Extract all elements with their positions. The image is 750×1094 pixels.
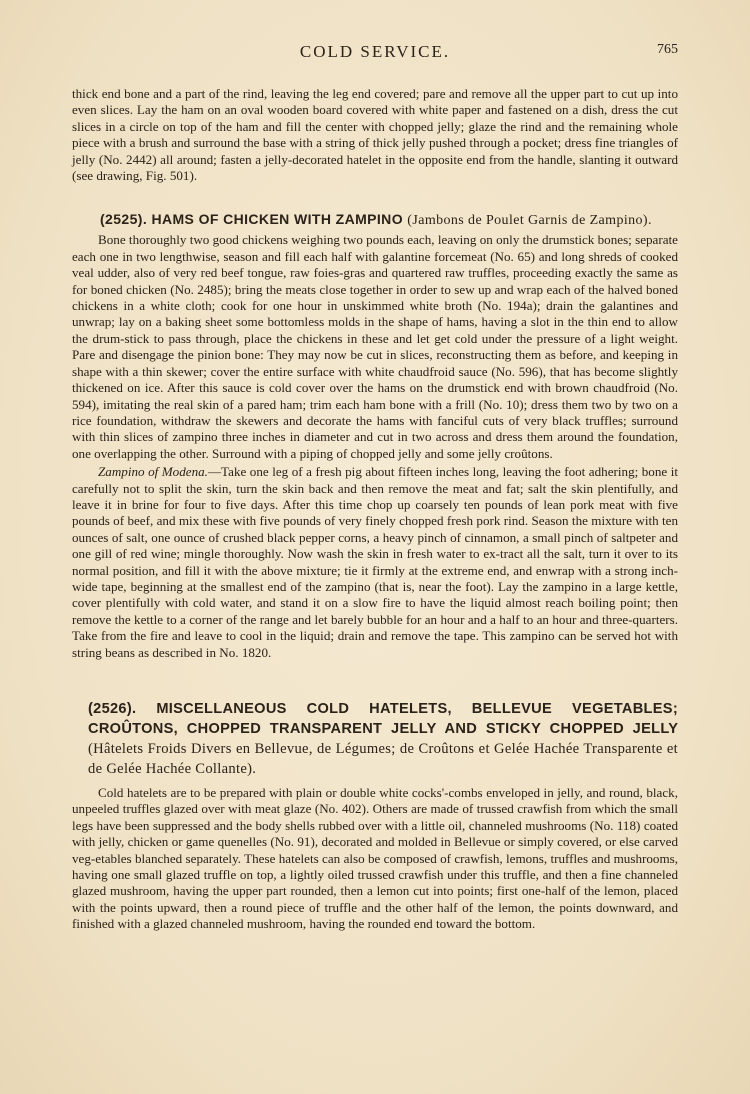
section-subtitle: (Jambons de Poulet Garnis de Zampino).	[407, 213, 652, 229]
section-number: (2526).	[88, 701, 137, 717]
paragraph-2526-1: Cold hatelets are to be prepared with plain or double white cocks'-combs enveloped in jelly, and round, black, unpeeled truffles glazed over with meat glaze (No. 402). Others are made of trussed crawfish from which the small legs have been suppressed and the body shells rubbed over with a little oil, channeled mushrooms (No. 118) coated with jelly, chicken or game quenelles (No. 91), decorated and molded in Bellevue or simply covered, or else carved veg-etables blanched separately. These hatelets can also be composed of crawfish, lemons, truffles and mushrooms, having one small glazed truffle on top, a lightly oiled trussed crawfish under this truffle, and then a fine channeled glazed mushroom, having the upper part rounded, then a lemon cut into points; first one-half of the lemon, placed with the points upward, then a round piece of truffle and the other half of the lemon, the points downward, and finished with a glazed channeled mushroom, having the rounded end toward the bottom.	[72, 785, 678, 932]
section-heading-2526	[88, 699, 678, 779]
paragraph-2525-2	[72, 464, 678, 661]
paragraph-2525-1: Bone thoroughly two good chickens weighing two pounds each, leaving on only the drumstick bones; separate each one in two lengthwise, season and fill each half with galantine forcemeat (No. 65) and long shreds of cooked veal udder, also of very red beef tongue, raw foies-gras and quartered raw truffles, proceeding exactly the same as for boned chicken (No. 2485); bring the meats close together in order to sew up and wrap each of the halved boned chickens in a white cloth; cook for one hour in unskimmed white broth (No. 194a); drain the galantines and unwrap; lay on a baking sheet some bottomless molds in the shape of hams, having a slot in the thin end to allow the drum-stick to pass through, place the chickens in these and let get cold under the pressure of a light weight. Pare and disengage the pinion bone: They may now be cut in slices, reconstructing them as before, and keeping in shape with a thin skewer; cover the entire surface with white chaudfroid sauce (No. 596), that has become slightly thickened on ice. After this sauce is cold cover over the hams on the drumstick end with brown chaudfroid (No. 594), imitating the real skin of a pared ham; trim each ham bone with a frill (No. 10); dress them two by two on a rice foundation, withdraw the skewers and decorate the hams with fanciful cuts of very black truffles; surround with thin slices of zampino three inches in diameter and cut in two across and dress them around the foundation, one overlapping the other. Surround with a piping of chopped jelly and some jelly croûtons.	[72, 232, 678, 461]
running-title: COLD SERVICE.	[299, 42, 451, 61]
page-header	[72, 38, 678, 66]
section-number: (2525).	[100, 211, 148, 228]
section-heading-2525	[100, 210, 678, 230]
page-number: 765	[657, 42, 678, 57]
section-title: HAMS OF CHICKEN WITH ZAMPINO	[151, 211, 403, 228]
paragraph-body: —Take one leg of a fresh pig about fifteen inches long, leaving the foot adhering; bone it carefully not to split the skin, turn the skin back and then remove the meat and fat; salt the skin plentifully, and leave it in brine for four to five days. After this time chop up coarsely ten pounds of lean pork meat with five pounds of beef, and mix these with five pounds of very finely chopped fresh pork rind. Season the mixture with ten ounces of salt, one ounce of crushed black pepper corns, a heavy pinch of cinnamon, a small pinch of saltpeter and one gill of red wine; mingle thoroughly. Now wash the skin in fresh water to ex-tract all the salt, turn it over to its normal position, and fill it with the above mixture; tie it firmly at the extreme end, and enwrap with a strong inch-wide tape, beginning at the smallest end of the zampino (that is, near the foot). Lay the zampino in a large kettle, cover plentifully with cold water, and stand it on a slow fire to have the liquid almost reach boiling point; then remove the kettle to a corner of the range and let barely bubble for an hour and a half to an hour and three-quarters. Take from the fire and leave to cool in the liquid; drain and remove the tape. This zampino can be served hot with string beans as described in No. 1820.	[72, 464, 679, 660]
intro-paragraph: thick end bone and a part of the rind, leaving the leg end covered; pare and remove all the upper part to cut up into even slices. Lay the ham on an oval wooden board covered with white paper and fastened on a dish, dress the cut slices in a circle on top of the ham and fill the center with chopped jelly; glaze the rind and the remaining whole piece with a brush and surround the base with a string of thick jelly pushed through a pocket; dress fine triangles of jelly (No. 2442) all around; fasten a jelly-decorated hatelet in the opposite end from the handle, slanting it outward (see drawing, Fig. 501).	[72, 86, 678, 184]
section-title: MISCELLANEOUS COLD HATELETS, BELLEVUE VEGETABLES; CROÛTONS, CHOPPED TRANSPARENT JELLY AND STICKY CHOPPED JELLY	[88, 701, 679, 737]
paragraph-lead: Zampino of Modena.	[98, 464, 208, 480]
section-subtitle: (Hâtelets Froids Divers en Bellevue, de Légumes; de Croûtons et Gelée Hachée Transparente et de Gelée Hachée Collante).	[88, 741, 678, 777]
